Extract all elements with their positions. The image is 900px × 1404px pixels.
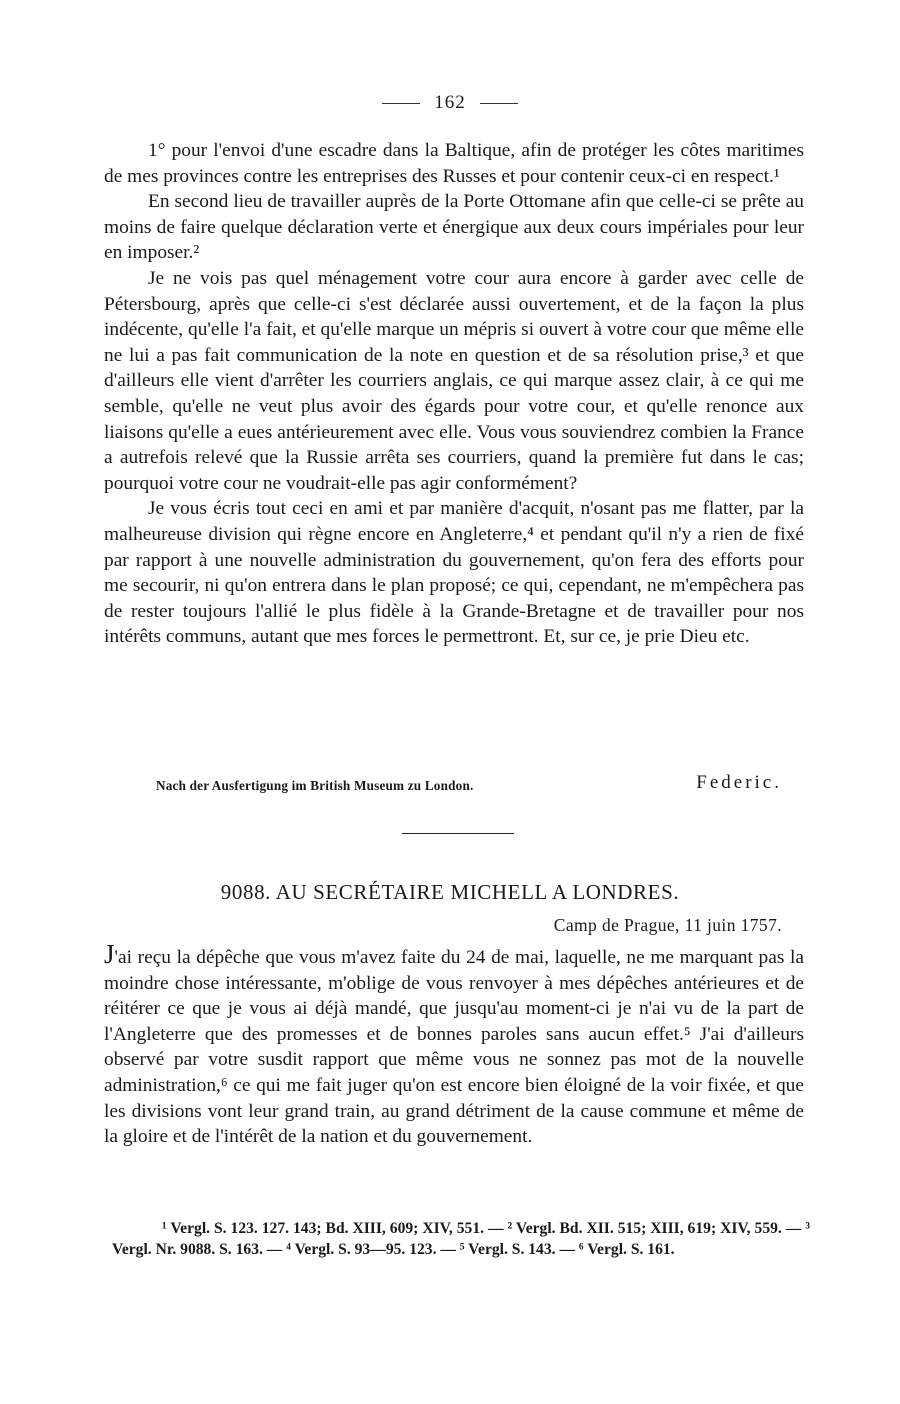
second-letter-body xyxy=(104,939,804,1150)
signature-row xyxy=(104,772,800,800)
page-number: 162 xyxy=(434,92,466,113)
drop-cap: J xyxy=(104,939,115,969)
letter-dateline: Camp de Prague, 11 juin 1757. xyxy=(553,915,782,935)
source-note: Nach der Ausfertigung im British Museum zu London. xyxy=(156,778,474,793)
paragraph-closing: Je vous écris tout ceci en ami et par manière d'acquit, n'osant pas me flatter, par la malheureuse division qui règne encore en Angleterre,⁴ et pendant qu'il n'y a rien de fixé par rapport à une nouvelle administration du gouvernement, qu'on fera des efforts pour me secourir, ni qu'on entrera dans le plan proposé; ce qui, cependant, ne m'empêchera pas de rester toujours l'allié le plus fidèle à la Grande-Bretagne et de travailler pour nos intérêts communs, autant que mes forces le permettront. Et, sur ce, je prie Dieu etc. xyxy=(104,498,804,648)
footnote-text: ¹ Vergl. S. 123. 127. 143; Bd. XIII, 609; XIV, 551. — ² Vergl. Bd. XII. 515; XIII, 619; XIV, 559. — ³ Vergl. Nr. 9088. S. 163. — ⁴ Vergl. S. 93—95. 123. — ⁵ Vergl. S. 143. — ⁶ Vergl. S. 161. xyxy=(112,1220,810,1258)
page-number-header xyxy=(0,92,900,114)
letter-heading: 9088. AU SECRÉTAIRE MICHELL A LONDRES. xyxy=(220,880,680,904)
signature: Federic. xyxy=(696,772,782,793)
second-letter-text: 'ai reçu la dépêche que vous m'avez faite du 24 de mai, laquelle, ne me marquant pas la moindre chose intéressante, m'oblige de vous renvoyer à mes dépêches antérieures et de réitérer ce que je vous ai déjà mandé, que jusqu'au moment-ci je n'ai vu de la part de l'Angleterre que des promesses et de bonnes paroles sans aucun effet.⁵ J'ai d'ailleurs observé par votre susdit rapport que même vous ne sonnez pas mot de la nouvelle administration,⁶ ce qui me fait juger qu'on est encore bien éloigné de la voir fixée, et que les divisions vont leur grand train, au grand détriment de la cause commune et même de la gloire et de l'intérêt de la nation et du gouvernement. xyxy=(104,947,804,1148)
paragraph-petersburg: Je ne vois pas quel ménagement votre cour aura encore à garder avec celle de Pétersbourg, après que celle-ci s'est déclarée aussi ouvertement, et de la façon la plus indécente, qu'elle l'a fait, et qu'elle marque un mépris si ouvert à votre cour que même elle ne lui a pas fait communication de la note en question et de sa résolution prise,³ et que d'ailleurs elle vient d'arrêter les courriers anglais, ce qui marque assez clair, à ce qui me semble, qu'elle ne veut plus avoir des égards pour votre cour, et qu'elle renonce aux liaisons qu'elle a eues antérieurement avec elle. Vous vous souviendrez combien la France a autrefois relevé que la Russie arrêta ses courriers, quand la première fut dans le cas; pourquoi votre cour ne voudrait-elle pas agir conformément? xyxy=(104,267,804,494)
section-divider xyxy=(402,833,514,834)
paragraph-first-point: 1° pour l'envoi d'une escadre dans la Baltique, afin de protéger les côtes maritimes de mes provinces contre les entreprises des Russes et pour contenir ceux-ci en respect.¹ xyxy=(104,140,804,187)
second-letter-paragraph xyxy=(104,939,804,1150)
paragraph-second-point: En second lieu de travailler auprès de la Porte Ottomane afin que celle-ci se prête au moins de faire quelque déclaration verte et énergique aux deux cours impériales pour leur en imposer.² xyxy=(104,191,804,264)
footnotes xyxy=(112,1219,810,1260)
header-rule-right xyxy=(480,103,518,104)
letter-body xyxy=(104,138,804,650)
header-rule-left xyxy=(382,103,420,104)
